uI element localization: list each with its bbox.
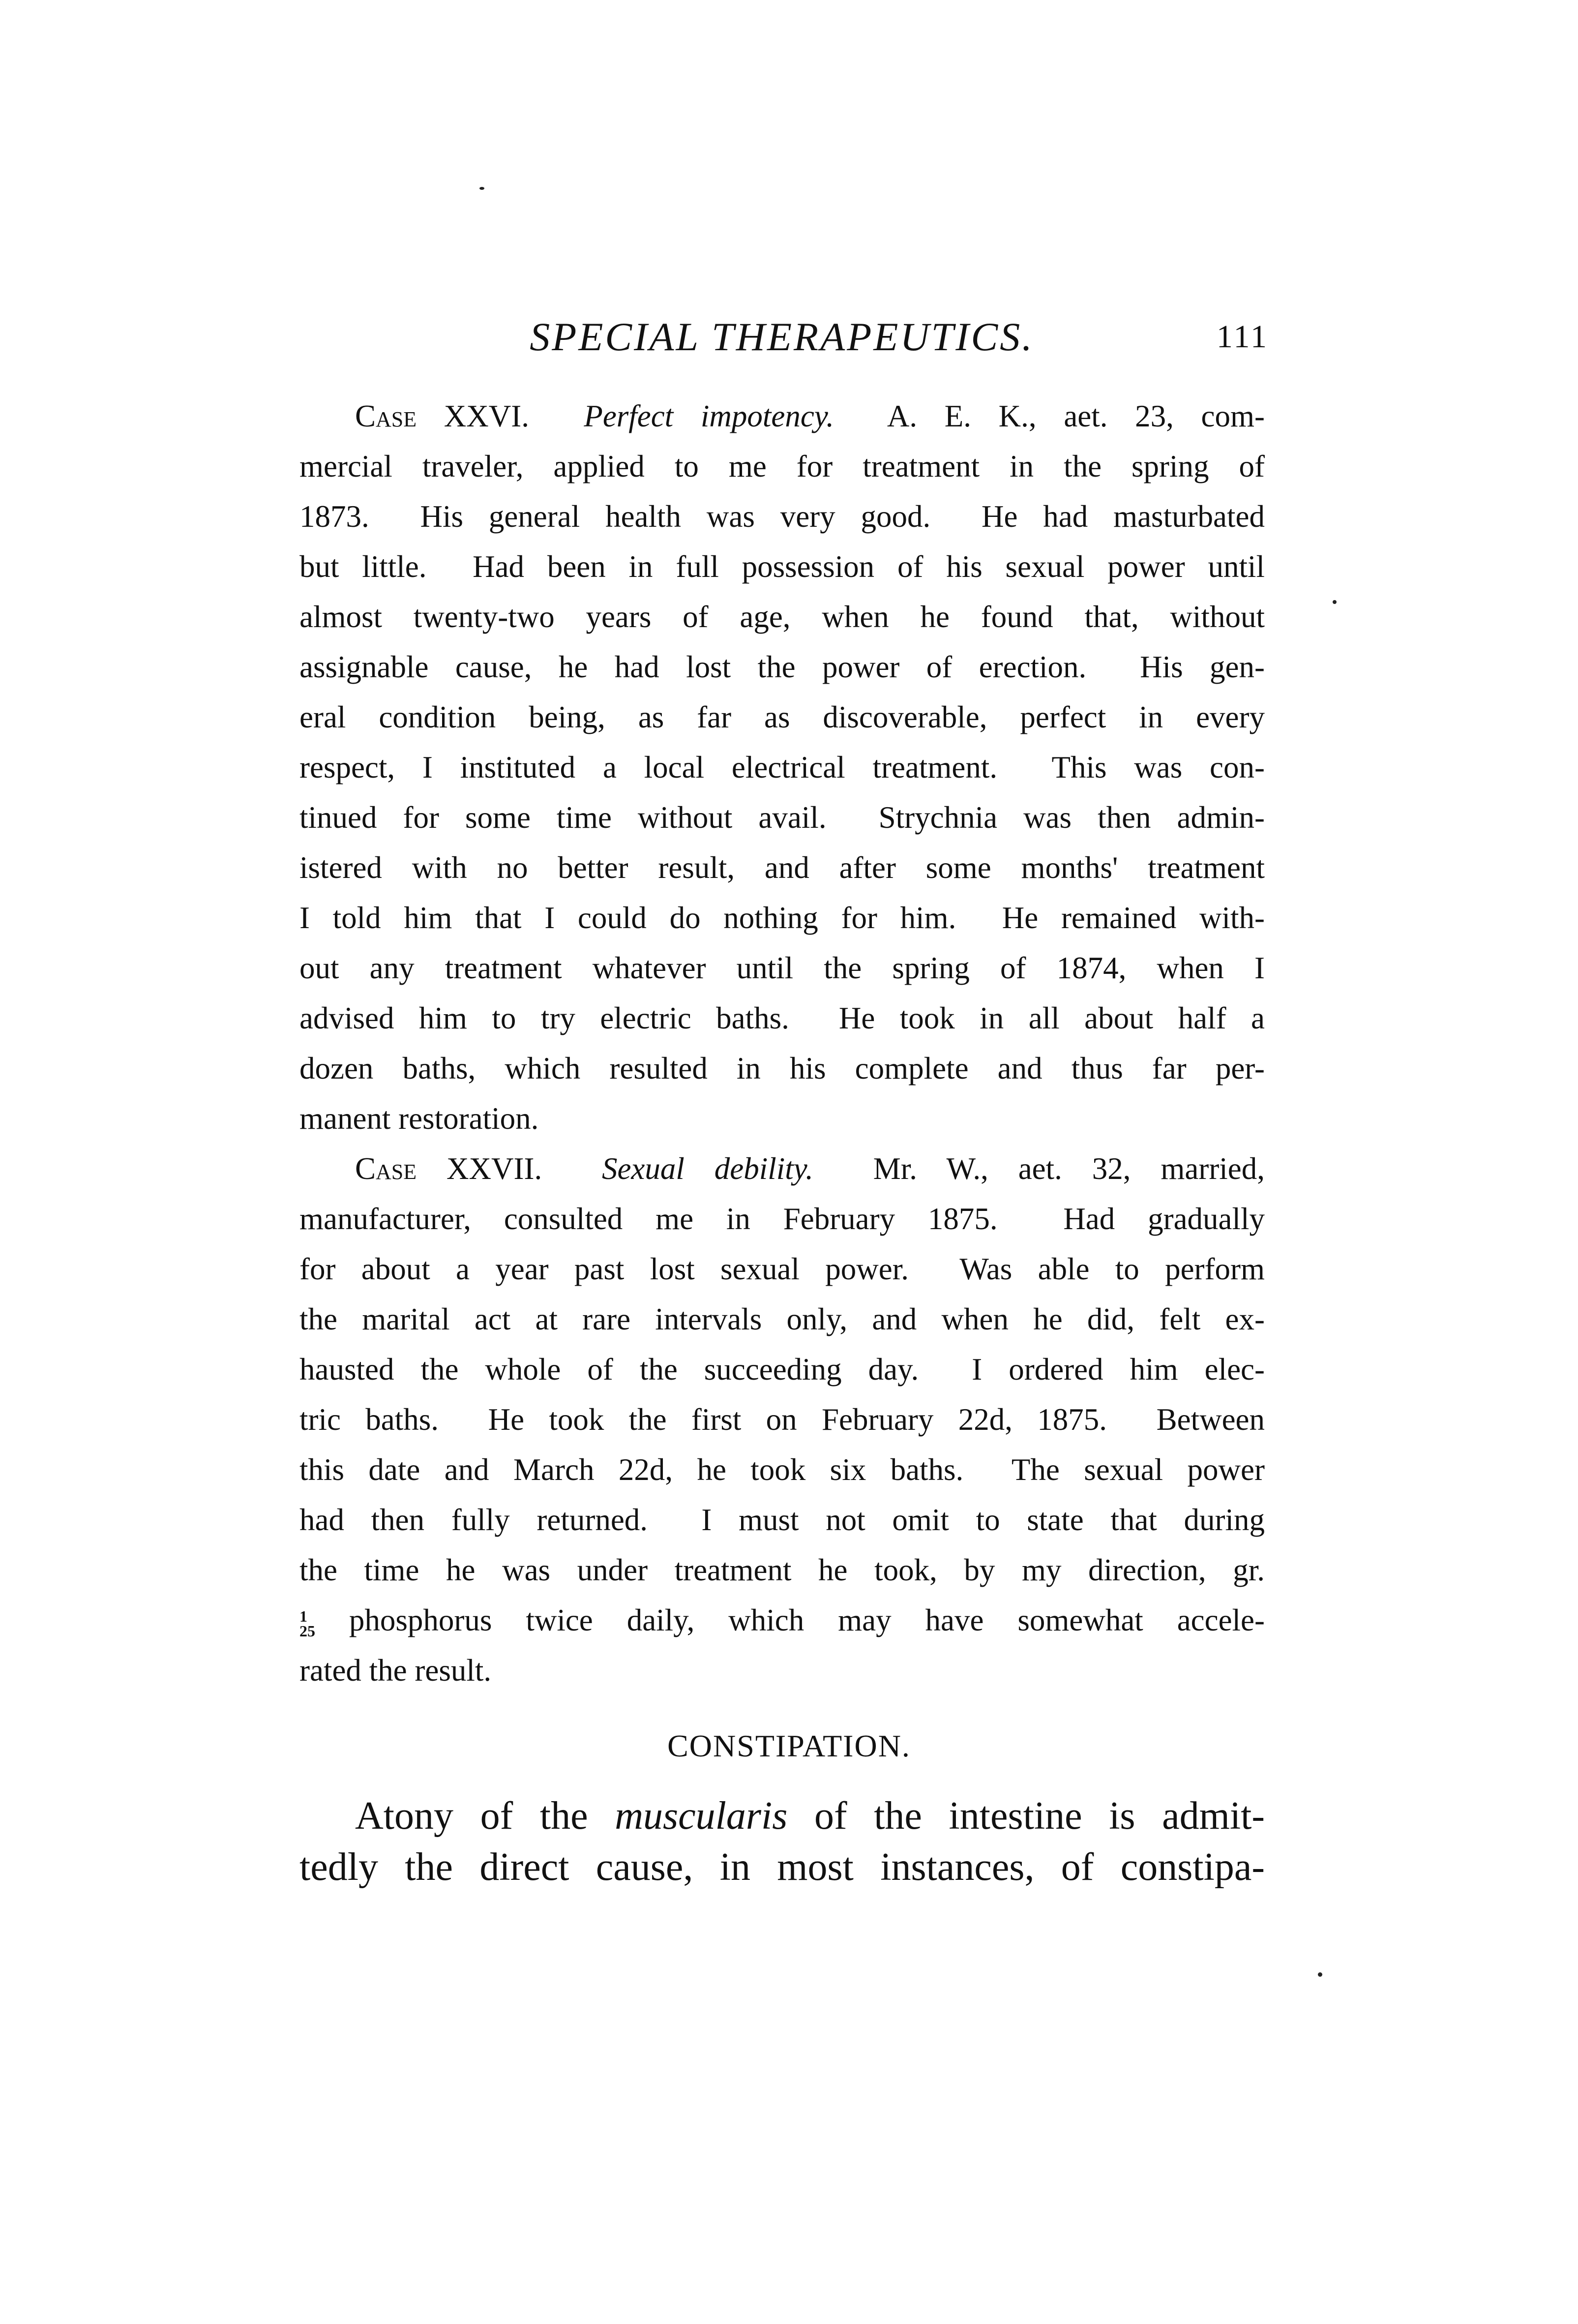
text-run: but little. Had been in full possession of his sexual power until [299, 549, 1265, 584]
text-line [299, 943, 1265, 993]
text-line [299, 1545, 1265, 1595]
text-run: of the intestine is admit- [787, 1794, 1265, 1838]
text-run: XXVII. [417, 1151, 602, 1186]
text-line [299, 1194, 1265, 1244]
text-run: tinued for some time without avail. Strychnia was then admin- [299, 800, 1265, 835]
text-run: Mr. W., aet. 32, married, [813, 1151, 1265, 1186]
text-line [299, 993, 1265, 1043]
text-run: dozen baths, which resulted in his complete and thus far per- [299, 1051, 1265, 1086]
text-run: out any treatment whatever until the spring of 1874, when I [299, 951, 1265, 985]
text-run: for about a year past lost sexual power. Was able to perform [299, 1252, 1265, 1286]
text-line [299, 1294, 1265, 1344]
italic-text: Perfect impotency. [584, 399, 834, 433]
text-run: rated the result. [299, 1653, 492, 1688]
text-line [299, 1645, 1265, 1695]
paragraph [299, 391, 1265, 1144]
text-line [299, 1244, 1265, 1294]
text-run: A. E. K., aet. 23, com- [834, 399, 1265, 433]
text-line [299, 692, 1265, 742]
text-line [299, 1144, 1265, 1194]
italic-text: Sexual debility. [601, 1151, 813, 1186]
text-run: eral condition being, as far as discoverable, perfect in every [299, 700, 1265, 734]
text-run: the time he was under treatment he took, by my direction, gr. [299, 1553, 1265, 1587]
text-run: Atony of the [355, 1794, 615, 1838]
text-line [299, 893, 1265, 943]
text-run: I told him that I could do nothing for him. He remained with- [299, 901, 1265, 935]
text-run: manufacturer, consulted me in February 1875. Had gradually [299, 1202, 1265, 1236]
text-run: mercial traveler, applied to me for treatment in the spring of [299, 449, 1265, 483]
text-line [299, 592, 1265, 642]
text-run: 1873. His general health was very good. He had masturbated [299, 499, 1265, 534]
text-run: XXVI. [417, 399, 584, 433]
scan-speck [479, 187, 484, 190]
text-line [299, 642, 1265, 692]
page-number: 111 [1216, 319, 1269, 355]
text-line [299, 843, 1265, 893]
text-line [299, 1495, 1265, 1545]
text-line [299, 1344, 1265, 1394]
text-line [299, 792, 1265, 843]
text-run: this date and March 22d, he took six baths. The sexual power [299, 1452, 1265, 1487]
text-run: assignable cause, he had lost the power of erection. His gen- [299, 650, 1265, 684]
italic-text: muscularis [615, 1794, 788, 1838]
text-run: hausted the whole of the succeeding day. I ordered him elec- [299, 1352, 1265, 1387]
scan-speck [1318, 1972, 1322, 1977]
text-line [299, 1394, 1265, 1445]
text-run: phosphorus twice daily, which may have somewhat accele- [315, 1603, 1265, 1637]
text-run: tric baths. He took the first on February 22d, 1875. Between [299, 1402, 1265, 1437]
running-head [0, 310, 1578, 364]
intro-paragraph [299, 1790, 1265, 1893]
section-heading: CONSTIPATION. [667, 1728, 911, 1763]
text-line [299, 491, 1265, 542]
text-run: manent restoration. [299, 1101, 539, 1136]
fraction-numerator: 1 [299, 1607, 307, 1625]
small-caps-text: Case [355, 1151, 417, 1186]
text-line [299, 1093, 1265, 1144]
text-line [299, 542, 1265, 592]
text-line [299, 441, 1265, 491]
text-run: respect, I instituted a local electrical treatment. This was con- [299, 750, 1265, 785]
text-run: istered with no better result, and after some months' treatment [299, 850, 1265, 885]
text-line [299, 1841, 1265, 1893]
paragraph [299, 1144, 1265, 1695]
text-run: had then fully returned. I must not omit to state that during [299, 1503, 1265, 1537]
fraction-denominator: 25 [299, 1622, 315, 1640]
text-line [299, 1043, 1265, 1093]
text-line [299, 391, 1265, 441]
text-line [299, 742, 1265, 792]
text-line [299, 1595, 1265, 1645]
running-head-title: SPECIAL THERAPEUTICS. [530, 314, 1034, 359]
text-run: advised him to try electric baths. He took in all about half a [299, 1001, 1265, 1035]
fraction [299, 1609, 315, 1638]
case-reports [299, 391, 1265, 1695]
text-run: tedly the direct cause, in most instances, of constipa- [299, 1845, 1265, 1889]
text-line [299, 1445, 1265, 1495]
text-run: the marital act at rare intervals only, and when he did, felt ex- [299, 1302, 1265, 1336]
small-caps-text: Case [355, 399, 417, 433]
text-run: almost twenty-two years of age, when he found that, without [299, 600, 1265, 634]
text-line [299, 1790, 1265, 1841]
scan-speck [1333, 600, 1337, 604]
